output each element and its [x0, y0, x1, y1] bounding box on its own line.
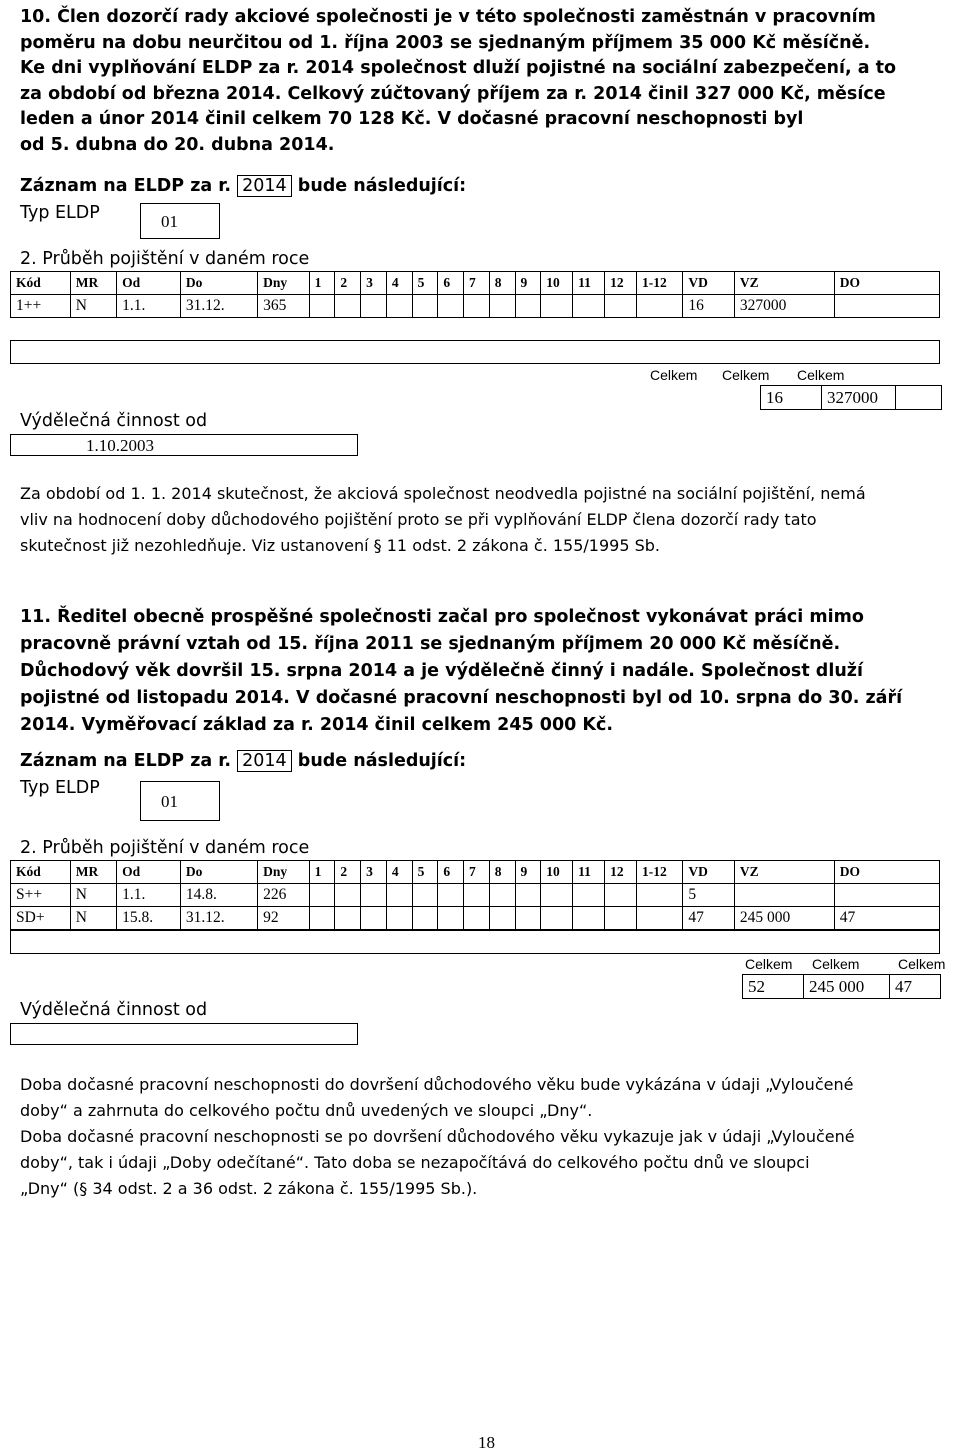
q11-typ-label: Typ ELDP: [20, 778, 100, 798]
q10-record-prefix: Záznam na ELDP za r.: [20, 176, 232, 196]
table-cell: [515, 884, 541, 907]
q10-empty-row: [10, 340, 940, 364]
table-cell: [335, 295, 361, 318]
table-cell: 31.12.: [180, 295, 257, 318]
column-header: 2: [335, 272, 361, 295]
table-cell: 1++: [11, 295, 71, 318]
column-header: Dny: [258, 861, 309, 884]
column-header: DO: [834, 861, 939, 884]
table-cell: [515, 295, 541, 318]
column-header: 10: [541, 861, 573, 884]
q10-record-heading: [20, 176, 466, 196]
column-header: 3: [361, 272, 387, 295]
q10-total-vz: 327000: [822, 386, 896, 410]
table-cell: [573, 884, 605, 907]
q10-note3: skutečnost již nezohledňuje. Viz ustanovení § 11 odst. 2 zákona č. 155/1995 Sb.: [20, 536, 660, 555]
table-cell: SD+: [11, 907, 71, 930]
column-header: MR: [70, 272, 116, 295]
q11-celkem-2: Celkem: [812, 956, 860, 972]
table-cell: [734, 884, 834, 907]
table-row: [11, 295, 940, 318]
q10-record-year: 2014: [237, 175, 292, 197]
table-cell: [361, 884, 387, 907]
column-header: VD: [683, 272, 734, 295]
table-cell: [464, 295, 490, 318]
table-cell: [438, 884, 464, 907]
column-header: 12: [605, 272, 637, 295]
q10-line3: Ke dni vyplňování ELDP za r. 2014 společnost dluží pojistné na sociální zabezpečení, a to: [20, 58, 896, 78]
table-cell: [412, 884, 438, 907]
q11-note3: Doba dočasné pracovní neschopnosti se po dovršení důchodového věku vykazuje jak v údaji „Vyloučené: [20, 1127, 855, 1146]
q11-celkem-1: Celkem: [745, 956, 793, 972]
q11-line1: 11. Ředitel obecně prospěšné společnosti začal pro společnost vykonávat práci mimo: [20, 607, 864, 627]
column-header: Od: [117, 272, 181, 295]
q10-total-do: [896, 386, 942, 410]
column-header: 7: [464, 861, 490, 884]
column-header: 4: [386, 861, 412, 884]
q11-course-label: 2. Průběh pojištění v daném roce: [20, 838, 310, 858]
q11-note5: „Dny“ (§ 34 odst. 2 a 36 odst. 2 zákona č. 155/1995 Sb.).: [20, 1179, 478, 1198]
q10-line1: 10. Člen dozorčí rady akciové společnosti je v této společnosti zaměstnán v pracovním: [20, 7, 876, 27]
q11-totals: [742, 974, 941, 999]
q10-line4: za období od března 2014. Celkový zúčtovaný příjem za r. 2014 činil 327 000 Kč, měsíce: [20, 83, 886, 104]
column-header: 4: [386, 272, 412, 295]
table-cell: [515, 907, 541, 930]
table-cell: 92: [258, 907, 309, 930]
table-cell: 47: [834, 907, 939, 930]
table-cell: [361, 295, 387, 318]
table-cell: [335, 907, 361, 930]
column-header: Od: [117, 861, 181, 884]
q11-vydelecna-label: Výdělečná činnost od: [20, 1000, 208, 1020]
q10-text: [20, 5, 940, 158]
q10-line6: od 5. dubna do 20. dubna 2014.: [20, 134, 335, 155]
column-header: 3: [361, 861, 387, 884]
table-cell: [309, 884, 335, 907]
q10-note: [20, 481, 940, 559]
table-cell: [309, 295, 335, 318]
table-cell: [335, 884, 361, 907]
table-cell: [541, 884, 573, 907]
column-header: 8: [489, 861, 515, 884]
table-cell: 14.8.: [180, 884, 257, 907]
q11-record-suffix: bude následující:: [297, 751, 467, 771]
column-header: MR: [70, 861, 116, 884]
table-cell: [834, 295, 939, 318]
table-cell: [464, 907, 490, 930]
column-header: Kód: [11, 861, 71, 884]
q10-typ-label: Typ ELDP: [20, 203, 100, 223]
column-header: 10: [541, 272, 573, 295]
column-header: Do: [180, 861, 257, 884]
table-cell: [361, 907, 387, 930]
q10-typ-value: 01: [161, 212, 178, 231]
column-header: VZ: [734, 272, 834, 295]
q10-vydelecna-value: 1.10.2003: [86, 436, 154, 455]
table-cell: 5: [683, 884, 734, 907]
table-cell: 1.1.: [117, 884, 181, 907]
table-cell: [386, 884, 412, 907]
column-header: 7: [464, 272, 490, 295]
table-cell: [489, 884, 515, 907]
q10-totals: [760, 385, 942, 410]
column-header: 1: [309, 861, 335, 884]
q11-empty-row: [10, 930, 940, 954]
column-header: 1-12: [637, 861, 683, 884]
column-header: Dny: [258, 272, 309, 295]
table-cell: 245 000: [734, 907, 834, 930]
column-header: DO: [834, 272, 939, 295]
table-cell: [541, 907, 573, 930]
q11-total-vz: 245 000: [804, 975, 890, 999]
q11-total-vd: 52: [743, 975, 804, 999]
table-cell: [438, 295, 464, 318]
column-header: 2: [335, 861, 361, 884]
table-cell: [605, 884, 637, 907]
table-cell: [386, 907, 412, 930]
q11-record-year: 2014: [237, 750, 292, 772]
table-cell: [438, 907, 464, 930]
table-cell: [637, 884, 683, 907]
table-cell: [309, 907, 335, 930]
table-cell: [605, 295, 637, 318]
column-header: VD: [683, 861, 734, 884]
table-cell: [489, 295, 515, 318]
column-header: 9: [515, 272, 541, 295]
table-cell: [464, 884, 490, 907]
table-cell: [541, 295, 573, 318]
q11-text: [20, 604, 940, 739]
q11-note: [20, 1072, 940, 1202]
table-cell: 327000: [734, 295, 834, 318]
q10-line5: leden a únor 2014 činil celkem 70 128 Kč. V dočasné pracovní neschopnosti byl: [20, 109, 804, 129]
q10-course-label: 2. Průběh pojištění v daném roce: [20, 249, 310, 269]
column-header: 8: [489, 272, 515, 295]
q10-note2: vliv na hodnocení doby důchodového pojištění proto se při vyplňování ELDP člena dozorčí rady tato: [20, 510, 817, 529]
column-header: 6: [438, 861, 464, 884]
table-cell: 226: [258, 884, 309, 907]
column-header: 1: [309, 272, 335, 295]
q10-celkem-3: Celkem: [797, 367, 845, 383]
column-header: Do: [180, 272, 257, 295]
column-header: 5: [412, 861, 438, 884]
q11-header-row: [11, 861, 940, 884]
table-cell: 31.12.: [180, 907, 257, 930]
q10-typ-box: [140, 203, 220, 239]
q10-eldp-table: [10, 271, 940, 318]
table-cell: N: [70, 295, 116, 318]
q10-celkem-1: Celkem: [650, 367, 698, 383]
q11-total-do: 47: [890, 975, 941, 999]
q10-vydelecna-box: [10, 434, 358, 456]
table-cell: [489, 907, 515, 930]
q10-vydelecna-label: Výdělečná činnost od: [20, 411, 208, 431]
table-cell: S++: [11, 884, 71, 907]
q10-note1: Za období od 1. 1. 2014 skutečnost, že akciová společnost neodvedla pojistné na sociální pojištění, nemá: [20, 484, 866, 503]
table-cell: [412, 907, 438, 930]
column-header: 11: [573, 861, 605, 884]
table-cell: 15.8.: [117, 907, 181, 930]
table-cell: N: [70, 884, 116, 907]
q10-total-vd: 16: [761, 386, 822, 410]
column-header: 12: [605, 861, 637, 884]
q10-record-suffix: bude následující:: [297, 176, 467, 196]
table-row: [11, 907, 940, 930]
q10-celkem-2: Celkem: [722, 367, 770, 383]
q11-celkem-3: Celkem: [898, 956, 946, 972]
q11-typ-value: 01: [161, 792, 178, 811]
q11-line3: Důchodový věk dovršil 15. srpna 2014 a je výdělečně činný i nadále. Společnost dluží: [20, 661, 863, 681]
table-cell: [637, 295, 683, 318]
column-header: 1-12: [637, 272, 683, 295]
q11-record-heading: [20, 751, 466, 771]
q11-typ-box: [140, 781, 220, 821]
page-number: 18: [478, 1433, 495, 1452]
table-cell: [605, 907, 637, 930]
q11-line2: pracovně právní vztah od 15. října 2011 se sjednaným příjmem 20 000 Kč měsíčně.: [20, 634, 841, 654]
table-cell: [386, 295, 412, 318]
q10-line2: poměru na dobu neurčitou od 1. října 2003 se sjednaným příjmem 35 000 Kč měsíčně.: [20, 32, 871, 53]
q11-record-prefix: Záznam na ELDP za r.: [20, 751, 232, 771]
table-cell: [573, 907, 605, 930]
q11-line4: pojistné od listopadu 2014. V dočasné pracovní neschopnosti byl od 10. srpna do 30. září: [20, 688, 903, 708]
table-cell: 365: [258, 295, 309, 318]
column-header: 9: [515, 861, 541, 884]
column-header: VZ: [734, 861, 834, 884]
q11-note2: doby“ a zahrnuta do celkového počtu dnů uvedených ve sloupci „Dny“.: [20, 1101, 593, 1120]
q11-note4: doby“, tak i údaji „Doby odečítané“. Tato doba se nezapočítává do celkového počtu dnů ve sloupci: [20, 1153, 810, 1172]
q11-vydelecna-box: [10, 1023, 358, 1045]
table-row: [11, 884, 940, 907]
table-cell: [412, 295, 438, 318]
table-cell: [637, 907, 683, 930]
table-cell: 16: [683, 295, 734, 318]
table-cell: [573, 295, 605, 318]
q10-header-row: [11, 272, 940, 295]
column-header: 6: [438, 272, 464, 295]
column-header: 11: [573, 272, 605, 295]
column-header: 5: [412, 272, 438, 295]
column-header: Kód: [11, 272, 71, 295]
table-cell: [834, 884, 939, 907]
q11-eldp-table: [10, 860, 940, 930]
table-cell: N: [70, 907, 116, 930]
table-cell: 47: [683, 907, 734, 930]
q11-line5: 2014. Vyměřovací základ za r. 2014 činil celkem 245 000 Kč.: [20, 715, 614, 735]
table-cell: 1.1.: [117, 295, 181, 318]
q11-note1: Doba dočasné pracovní neschopnosti do dovršení důchodového věku bude vykázána v údaji „Vyloučené: [20, 1075, 854, 1094]
